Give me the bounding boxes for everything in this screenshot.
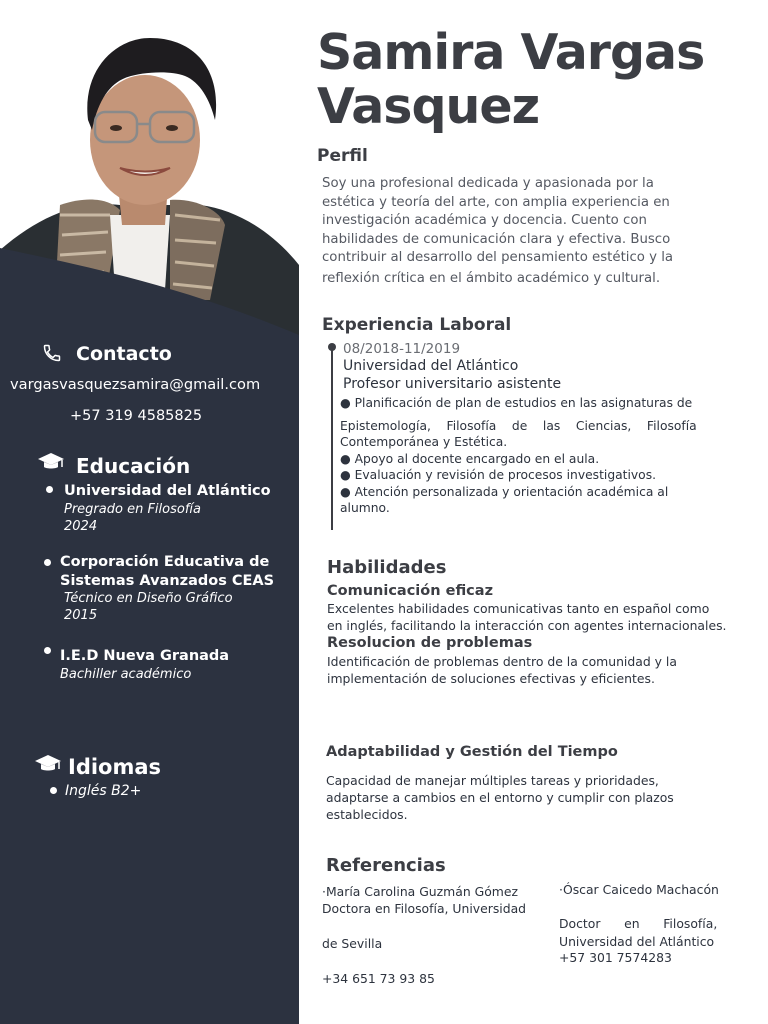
reference-name: ·Óscar Caicedo Machacón <box>559 882 719 897</box>
references-heading: Referencias <box>326 855 446 876</box>
reference-phone[interactable]: +34 651 73 93 85 <box>322 971 435 986</box>
profile-line: Soy una profesional dedicada y apasionada por la <box>322 176 654 191</box>
reference-phone[interactable]: +57 301 7574283 <box>559 950 672 965</box>
languages-heading: Idiomas <box>68 755 162 779</box>
profile-photo <box>0 0 299 335</box>
reference-title: Doctora en Filosofía, Universidad <box>322 901 527 916</box>
education-item-degree: Técnico en Diseño Gráfico <box>64 591 233 606</box>
profile-line: investigación académica y docencia. Cuento con <box>322 213 647 228</box>
skill-line: en inglés, facilitando la interacción con agentes internacionales. <box>327 617 727 633</box>
skill-description <box>327 601 726 634</box>
profile-line: contribuir al desarrollo del pensamiento estético y la <box>322 250 674 265</box>
profile-line: habilidades de comunicación clara y efectiva. Busco <box>322 231 671 247</box>
language-item: Inglés B2+ <box>65 783 142 799</box>
name-line-1: Samira Vargas <box>317 24 705 81</box>
skill-line: establecidos. <box>326 807 408 822</box>
contact-email[interactable]: vargasvasquezsamira@gmail.com <box>10 376 261 393</box>
skill-description <box>327 653 677 687</box>
graduation-cap-icon <box>37 452 65 472</box>
reference-title: de Sevilla <box>322 936 383 951</box>
experience-bullet: alumno. <box>340 501 390 515</box>
experience-bullet: ● Apoyo al docente encargado en el aula. <box>340 451 600 466</box>
timeline-line <box>331 348 333 530</box>
experience-bullet: ● Planificación de plan de estudios en las asignaturas de <box>340 396 693 410</box>
graduation-cap-icon <box>34 754 62 774</box>
education-item-year: 2024 <box>64 519 98 534</box>
education-bullet <box>44 559 51 566</box>
contact-heading: Contacto <box>76 343 172 365</box>
profile-line: reflexión crítica en el ámbito académico y cultural. <box>322 270 661 286</box>
profile-photo-illustration <box>0 0 299 335</box>
language-bullet <box>50 787 57 794</box>
experience-bullet: ● Evaluación y revisión de procesos investigativos. <box>340 468 657 482</box>
education-item-year: 2015 <box>64 608 98 623</box>
full-name <box>317 26 704 134</box>
experience-role: Profesor universitario asistente <box>343 376 562 392</box>
education-item-title: Corporación Educativa de <box>60 554 270 570</box>
sidebar <box>0 0 299 1024</box>
experience-bullets <box>340 395 728 517</box>
experience-bullet: Contemporánea y Estética. <box>340 435 508 449</box>
reference-title: Universidad del Atlántico <box>559 934 715 949</box>
experience-dates: 08/2018-11/2019 <box>343 341 461 357</box>
experience-company: Universidad del Atlántico <box>343 358 519 374</box>
education-item-degree: Bachiller académico <box>60 667 192 682</box>
skill-line: implementación de soluciones efectivas y eficientes. <box>327 671 655 686</box>
skill-line: Excelentes habilidades comunicativas tanto en español como <box>327 601 710 616</box>
profile-heading: Perfil <box>317 146 368 166</box>
skill-line: Identificación de problemas dentro de la comunidad y la <box>327 654 677 669</box>
profile-text <box>322 175 673 288</box>
skill-line: adaptarse a cambios en el entorno y cumplir con plazos <box>326 790 674 805</box>
education-heading: Educación <box>76 454 191 478</box>
skill-line: Capacidad de manejar múltiples tareas y prioridades, <box>326 773 659 788</box>
education-item-title: Universidad del Atlántico <box>64 483 271 499</box>
education-item-title: Sistemas Avanzados CEAS <box>60 573 275 589</box>
experience-bullet: Epistemología, Filosofía de las Ciencias, Filosofía <box>340 418 697 433</box>
reference-name: ·María Carolina Guzmán Gómez <box>322 884 518 899</box>
skill-title: Resolucion de problemas <box>327 635 533 651</box>
education-bullet <box>46 486 53 493</box>
education-item-title: I.E.D Nueva Granada <box>60 648 230 664</box>
reference-title: Doctor en Filosofía, <box>559 916 718 931</box>
experience-bullet: ● Atención personalizada y orientación académica al <box>340 484 669 499</box>
profile-line: estética y teoría del arte, con amplia experiencia en <box>322 194 670 210</box>
skills-heading: Habilidades <box>327 557 447 578</box>
skill-title: Adaptabilidad y Gestión del Tiempo <box>326 744 618 760</box>
name-line-2: Vasquez <box>317 78 540 135</box>
education-item-degree: Pregrado en Filosofía <box>64 502 201 517</box>
phone-icon <box>42 343 62 363</box>
skill-title: Comunicación eficaz <box>327 583 494 599</box>
skill-description <box>326 772 674 823</box>
contact-phone[interactable]: +57 319 4585825 <box>70 408 203 424</box>
education-bullet <box>44 647 51 654</box>
experience-heading: Experiencia Laboral <box>322 315 512 335</box>
